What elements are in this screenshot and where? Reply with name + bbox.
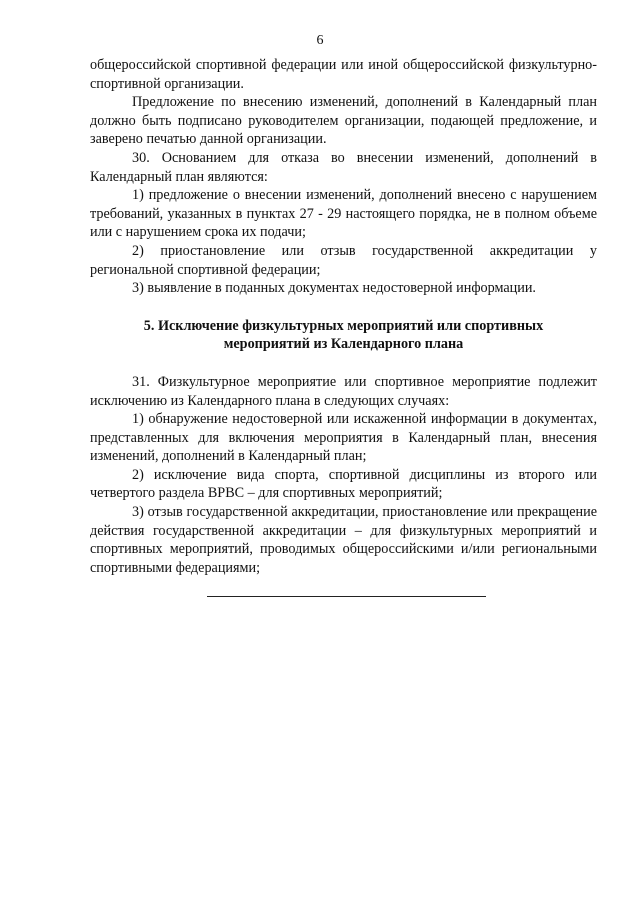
paragraph-item-30-1: 1) предложение о внесении изменений, дополнений внесено с нарушением требований, указанных в пунктах 27 - 29 настоящего порядка, не в полном объеме или с нарушением срока их подачи;: [90, 187, 597, 241]
end-of-document-rule: [207, 596, 486, 597]
paragraph-proposal-signature: Предложение по внесению изменений, дополнений в Календарный план должно быть подписано руководителем организации, подающей предложение, и заверено печатью данной организации.: [90, 94, 597, 148]
paragraph-item-30-3: 3) выявление в поданных документах недостоверной информации.: [132, 280, 536, 297]
paragraph-item-31-1: 1) обнаружение недостоверной или искаженной информации в документах, представленных для включения мероприятия в Календарный план, внесения изменений, дополнений в Календарный план;: [90, 411, 597, 465]
section-heading-line-2: мероприятий из Календарного плана: [223, 336, 464, 353]
page-number: 6: [316, 33, 324, 48]
paragraph-item-30: 30. Основанием для отказа во внесении изменений, дополнений в Календарный план являются:: [90, 149, 597, 185]
document-body: [90, 56, 597, 577]
paragraph-item-31-3: 3) отзыв государственной аккредитации, приостановление или прекращение действия государственной аккредитации – для физкультурных мероприятий и спортивных мероприятий, проводимых общероссийскими и/или региональными спортивными федерациями;: [90, 504, 597, 576]
paragraph-continuation: общероссийской спортивной федерации или иной общероссийской физкультурно-спортивной организации.: [90, 57, 597, 92]
paragraph-item-31: 31. Физкультурное мероприятие или спортивное мероприятие подлежит исключению из Календарного плана в следующих случаях:: [90, 373, 597, 409]
paragraph-item-30-2: 2) приостановление или отзыв государственной аккредитации у региональной спортивной федерации;: [90, 242, 597, 278]
paragraph-item-31-2: 2) исключение вида спорта, спортивной дисциплины из второго или четвертого раздела ВРВС – для спортивных мероприятий;: [90, 466, 597, 502]
section-heading: [90, 317, 597, 354]
section-heading-line-1: 5. Исключение физкультурных мероприятий или спортивных: [143, 317, 544, 334]
